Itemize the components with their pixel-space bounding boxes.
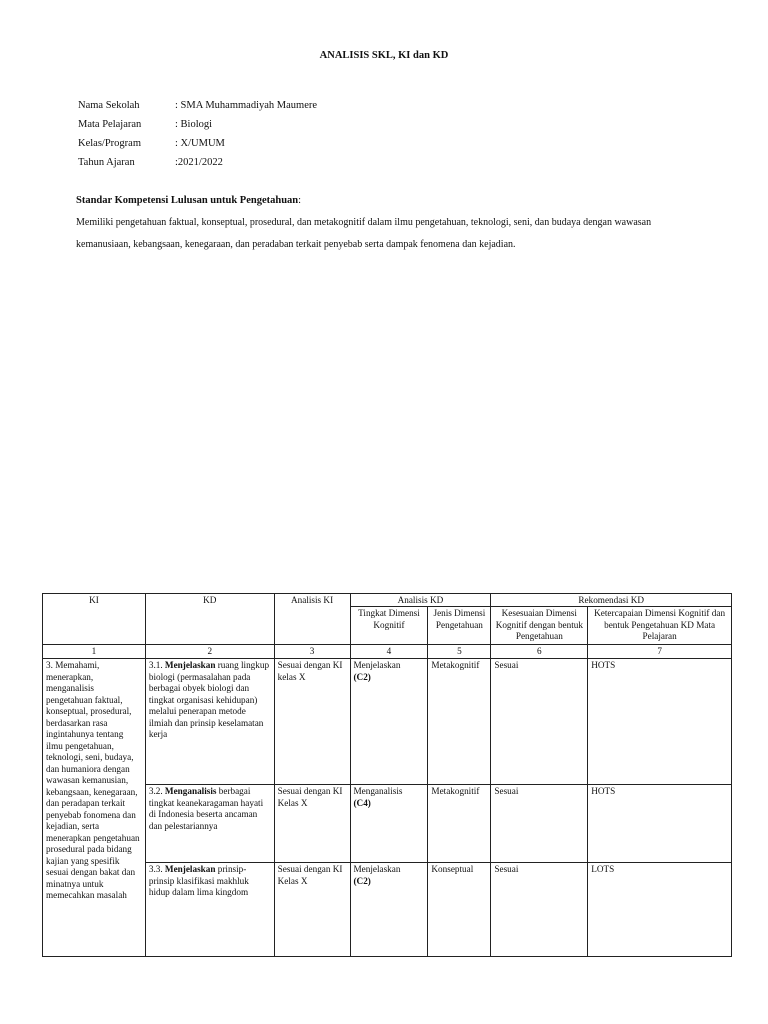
kd-cell [145, 863, 274, 957]
header-jenis: Jenis Dimensi Pengetahuan [428, 607, 491, 645]
tingkat-code: (C4) [353, 797, 371, 808]
kd-verb: Menjelaskan [164, 660, 216, 670]
table-row [43, 863, 732, 957]
skl-heading-text: Standar Kompetensi Lulusan untuk Pengetahuan [76, 195, 299, 206]
header-ki: KI [43, 594, 146, 645]
tingkat-verb: Menjelaskan [353, 660, 401, 670]
school-info [78, 100, 317, 176]
table-row [43, 785, 732, 863]
header-analisis-kd: Analisis KD [350, 594, 491, 607]
col-number: 2 [145, 644, 274, 659]
ketercapaian-cell: HOTS [588, 785, 732, 863]
tingkat-verb: Menjelaskan [353, 864, 401, 874]
skl-heading-colon: : [298, 195, 302, 206]
header-tingkat: Tingkat Dimensi Kognitif [350, 607, 428, 645]
analysis-table [42, 593, 732, 957]
tingkat-code: (C2) [353, 875, 371, 886]
header-ketercapaian: Ketercapaian Dimensi Kognitif dan bentuk Pengetahuan KD Mata Pelajaran [588, 607, 732, 645]
info-row-class [78, 138, 317, 157]
tingkat-cell [350, 785, 428, 863]
header-kd: KD [145, 594, 274, 645]
col-number: 3 [274, 644, 350, 659]
kd-cell [145, 659, 274, 785]
tingkat-cell [350, 659, 428, 785]
kesesuaian-cell: Sesuai [491, 659, 588, 785]
ketercapaian-cell: HOTS [588, 659, 732, 785]
header-analisis-ki: Analisis KI [274, 594, 350, 645]
analisis-ki-cell: Sesuai dengan KI Kelas X [274, 785, 350, 863]
kd-verb: Menganalisis [164, 786, 217, 796]
header-kesesuaian: Kesesuaian Dimensi Kognitif dengan bentuk Pengetahuan [491, 607, 588, 645]
tingkat-verb: Menganalisis [353, 786, 403, 796]
kd-verb: Menjelaskan [164, 864, 216, 874]
info-row-year [78, 157, 317, 176]
kd-number: 3.1. [148, 660, 163, 670]
col-number: 1 [43, 644, 146, 659]
info-label: Kelas/Program [78, 138, 141, 149]
kesesuaian-cell: Sesuai [491, 785, 588, 863]
info-row-subject [78, 119, 317, 138]
col-number: 4 [350, 644, 428, 659]
ketercapaian-cell: LOTS [588, 863, 732, 957]
jenis-cell: Metakognitif [428, 785, 491, 863]
col-number: 5 [428, 644, 491, 659]
kd-number: 3.2. [148, 786, 163, 796]
analisis-ki-cell: Sesuai dengan KI Kelas X [274, 863, 350, 957]
skl-heading [76, 195, 301, 206]
skl-text: Memiliki pengetahuan faktual, konseptual, prosedural, dan metakognitif dalam ilmu pengetahuan, teknologi, seni, dan budaya dengan wawasan kemanusiaan, kebangsaan, kenegaraan, dan peradaban terkait penyebab serta dampak fenomena dan kejadian. [76, 217, 652, 250]
info-value: :2021/2022 [175, 157, 223, 168]
info-label: Nama Sekolah [78, 100, 140, 111]
header-rekomendasi-kd: Rekomendasi KD [491, 594, 732, 607]
kd-cell [145, 785, 274, 863]
kd-description: prinsip-prinsip klasifikasi makhluk hidup dalam lima kingdom [148, 864, 249, 897]
jenis-cell: Metakognitif [428, 659, 491, 785]
jenis-cell: Konseptual [428, 863, 491, 957]
info-row-school [78, 100, 317, 119]
col-number: 6 [491, 644, 588, 659]
kd-description: berbagai tingkat keanekaragaman hayati di Indonesia beserta ancaman dan pelestariannya [148, 786, 264, 831]
tingkat-code: (C2) [353, 671, 371, 682]
tingkat-cell [350, 863, 428, 957]
info-value: : Biologi [175, 119, 213, 130]
col-number: 7 [588, 644, 732, 659]
info-label: Tahun Ajaran [78, 157, 135, 168]
number-row [43, 644, 732, 659]
analisis-ki-cell: Sesuai dengan KI kelas X [274, 659, 350, 785]
info-value: : X/UMUM [175, 138, 225, 149]
header-row [43, 594, 732, 607]
table-row [43, 659, 732, 785]
document-title: ANALISIS SKL, KI dan KD [319, 50, 449, 61]
kd-number: 3.3. [148, 864, 163, 874]
ki-text: 3. Memahami, menerapkan, menganalisis pengetahuan faktual, konseptual, prosedural, berdasarkan rasa ingintahunya tentang ilmu pengetahuan, teknologi, seni, budaya, dan humaniora dengan wawasan kemanusian, kebangsaan, kenegaraan, dan peradapan terkait penyebab fonomena dan kejadian, serta menerapkan pengetahuan prosedural pada bidang kajian yang spesifik sesuai dengan bakat dan minatnya untuk memecahkan masalah [43, 659, 146, 957]
kd-description: ruang lingkup biologi (permasalahan pada berbagai obyek biologi dan tingkat organisasi kehidupan) melalui penerapan metode ilmiah dan prinsip keselamatan kerja [148, 660, 270, 739]
kesesuaian-cell: Sesuai [491, 863, 588, 957]
info-label: Mata Pelajaran [78, 119, 142, 130]
info-value: : SMA Muhammadiyah Maumere [175, 100, 318, 111]
